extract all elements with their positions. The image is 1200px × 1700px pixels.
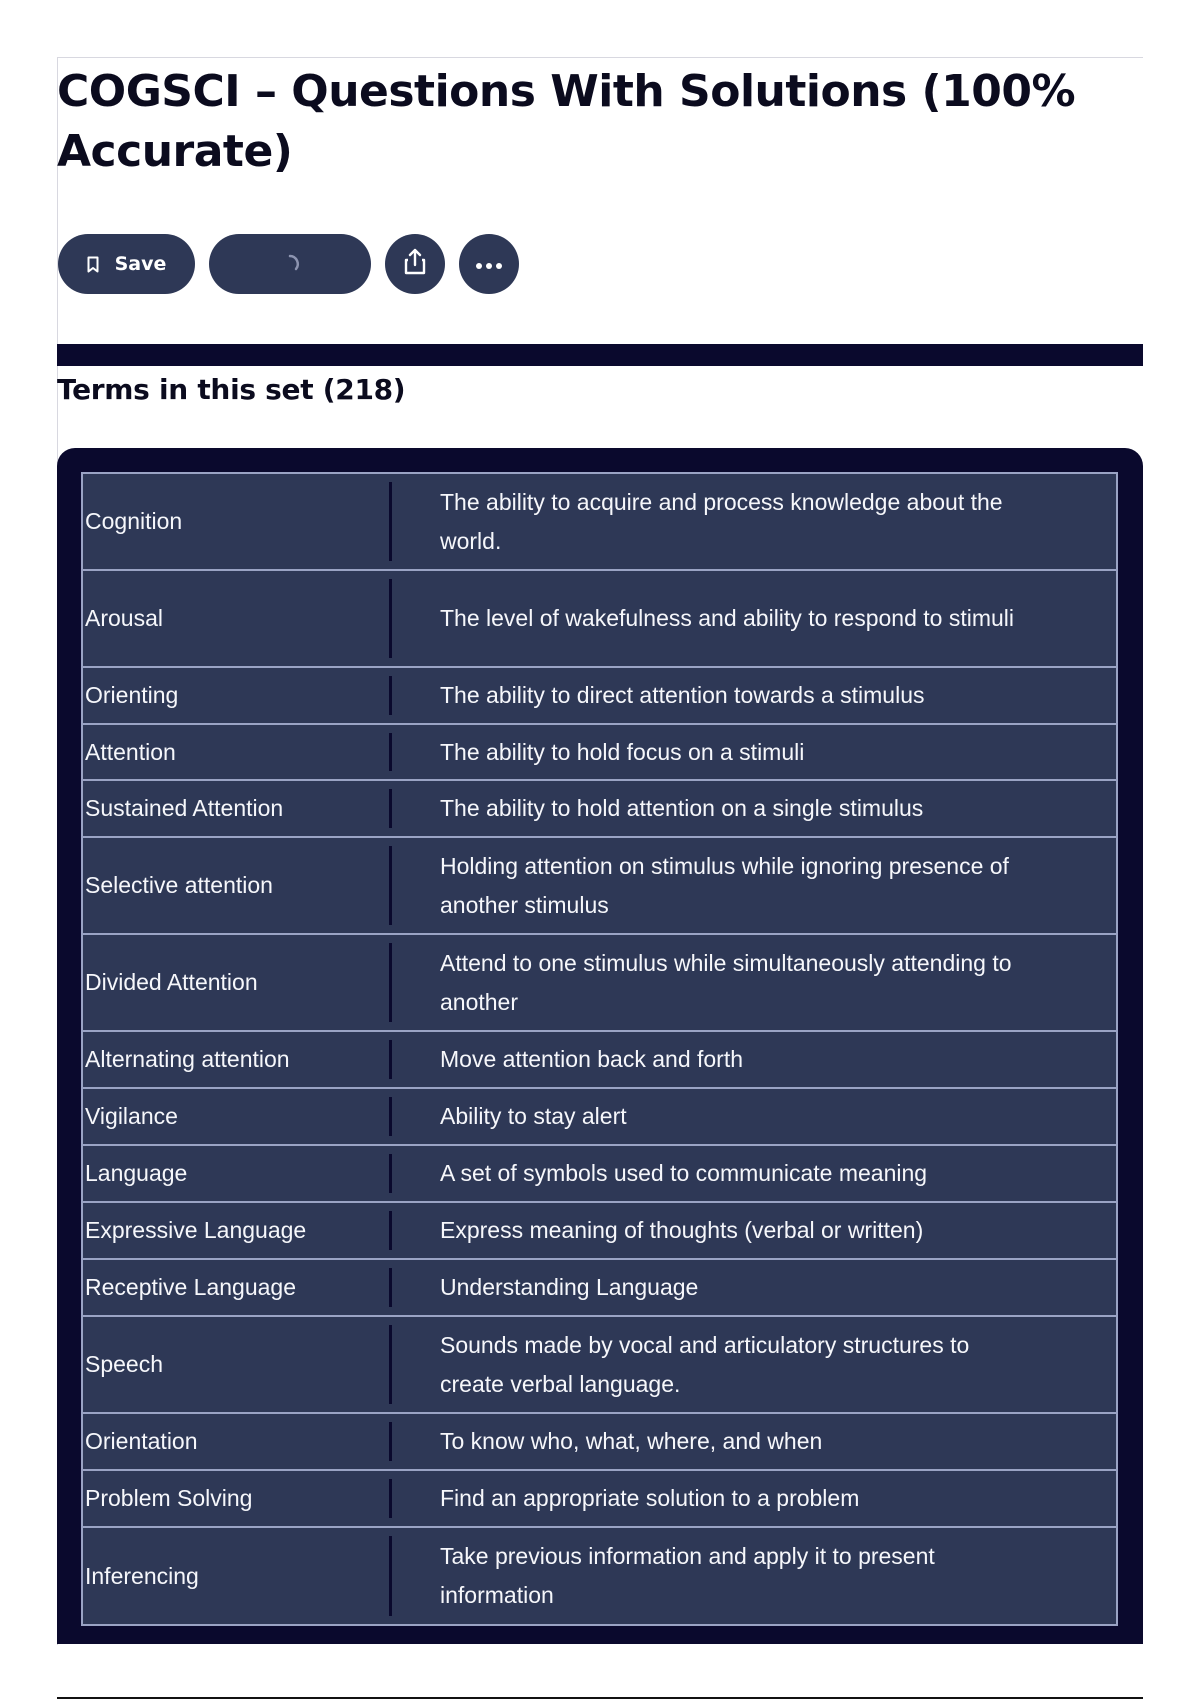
term-cell: Attention (82, 724, 392, 780)
spinner-icon (279, 253, 301, 275)
term-row[interactable] (82, 1413, 1117, 1470)
term-row[interactable] (82, 724, 1117, 780)
term-row[interactable] (82, 1202, 1117, 1259)
save-button[interactable] (58, 234, 195, 294)
definition-cell: Express meaning of thoughts (verbal or written) (392, 1202, 1117, 1259)
term-cell: Arousal (82, 570, 392, 667)
term-cell: Vigilance (82, 1088, 392, 1145)
term-row[interactable] (82, 780, 1117, 837)
term-cell: Alternating attention (82, 1031, 392, 1088)
definition-cell: A set of symbols used to communicate meaning (392, 1145, 1117, 1202)
definition-cell: Find an appropriate solution to a problem (392, 1470, 1117, 1527)
save-label: Save (114, 253, 167, 275)
definition-cell: The level of wakefulness and ability to respond to stimuli (392, 570, 1117, 667)
bookmark-icon (87, 256, 99, 273)
term-row[interactable] (82, 837, 1117, 934)
term-cell: Problem Solving (82, 1470, 392, 1527)
term-cell: Orientation (82, 1413, 392, 1470)
term-row[interactable] (82, 1470, 1117, 1527)
definition-cell: Holding attention on stimulus while ignoring presence of another stimulus (392, 837, 1117, 934)
term-cell: Cognition (82, 473, 392, 570)
action-bar (58, 234, 533, 294)
set-title: COGSCI – Questions With Solutions (100% Accurate) (57, 66, 1076, 177)
term-cell: Expressive Language (82, 1202, 392, 1259)
loading-button[interactable] (209, 234, 371, 294)
terms-heading: Terms in this set (218) (57, 373, 406, 406)
definition-cell: The ability to hold attention on a single stimulus (392, 780, 1117, 837)
definition-cell: Understanding Language (392, 1259, 1117, 1316)
share-button[interactable] (385, 234, 445, 294)
term-cell: Sustained Attention (82, 780, 392, 837)
term-row[interactable] (82, 1031, 1117, 1088)
term-row[interactable] (82, 1088, 1117, 1145)
share-icon (402, 248, 428, 281)
term-row[interactable] (82, 1259, 1117, 1316)
term-row[interactable] (82, 570, 1117, 667)
definition-cell: The ability to hold focus on a stimuli (392, 724, 1117, 780)
term-cell: Inferencing (82, 1527, 392, 1625)
term-cell: Selective attention (82, 837, 392, 934)
term-row[interactable] (82, 934, 1117, 1031)
definition-cell: Attend to one stimulus while simultaneously attending to another (392, 934, 1117, 1031)
definition-cell: The ability to direct attention towards a stimulus (392, 667, 1117, 724)
term-cell: Speech (82, 1316, 392, 1413)
term-cell: Receptive Language (82, 1259, 392, 1316)
definition-cell: Move attention back and forth (392, 1031, 1117, 1088)
more-icon (475, 253, 503, 275)
term-cell: Orienting (82, 667, 392, 724)
definition-cell: To know who, what, where, and when (392, 1413, 1117, 1470)
more-button[interactable] (459, 234, 519, 294)
term-row[interactable] (82, 667, 1117, 724)
term-cell: Language (82, 1145, 392, 1202)
term-row[interactable] (82, 473, 1117, 570)
term-cell: Divided Attention (82, 934, 392, 1031)
term-row[interactable] (82, 1145, 1117, 1202)
definition-cell: The ability to acquire and process knowledge about the world. (392, 473, 1117, 570)
definition-cell: Take previous information and apply it to present information (392, 1527, 1117, 1625)
bottom-rule (57, 1697, 1143, 1699)
section-divider (57, 344, 1143, 366)
definition-cell: Sounds made by vocal and articulatory structures to create verbal language. (392, 1316, 1117, 1413)
terms-table (81, 472, 1118, 1626)
definition-cell: Ability to stay alert (392, 1088, 1117, 1145)
term-row[interactable] (82, 1316, 1117, 1413)
term-row[interactable] (82, 1527, 1117, 1625)
